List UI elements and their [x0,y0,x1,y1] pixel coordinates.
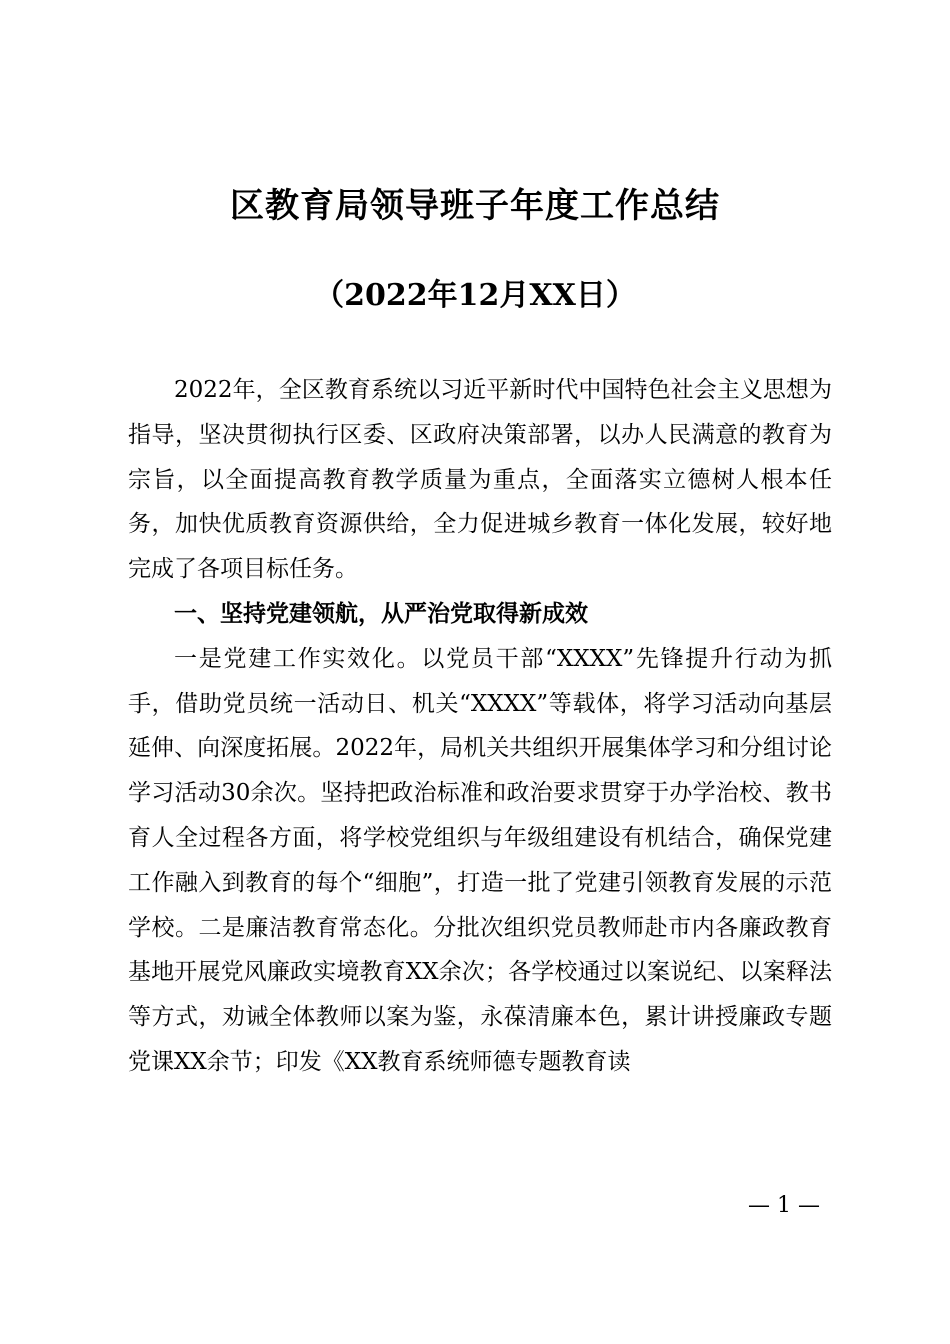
page-number: — 1 — [748,1193,820,1218]
intro-paragraph: 2022年，全区教育系统以习近平新时代中国特色社会主义思想为指导，坚决贯彻执行区委、区政府决策部署，以办人民满意的教育为宗旨，以全面提高教育教学质量为重点，全面落实立德树人根本任务，加快优质教育资源供给，全力促进城乡教育一体化发展，较好地完成了各项目标任务。 [128,377,832,583]
document-title: 区教育局领导班子年度工作总结 [230,186,720,226]
section-heading: 一、坚持党建领航，从严治党取得新成效 [174,600,588,627]
document-date: （2022年12月XX日） [314,278,636,313]
section-paragraph: 一是党建工作实效化。以党员干部“XXXX”先锋提升行动为抓手，借助党员统一活动日、机关“XXXX”等载体，将学习活动向基层延伸、向深度拓展。2022年，局机关共组织开展集体学习和分组讨论学习活动30余次。坚持把政治标准和政治要求贯穿于办学治校、教书育人全过程各方面，将学校党组织与年级组建设有机结合，确保党建工作融入到教育的每个“细胞”，打造一批了党建引领教育发展的示范学校。二是廉洁教育常态化。分批次组织党员教师赴市内各廉政教育基地开展党风廉政实境教育XX余次；各学校通过以案说纪、以案释法等方式，劝诫全体教师以案为鉴，永葆清廉本色，累计讲授廉政专题党课XX余节；印发《XX教育系统师德专题教育读 [128,645,832,1075]
document-body [128,368,832,1085]
